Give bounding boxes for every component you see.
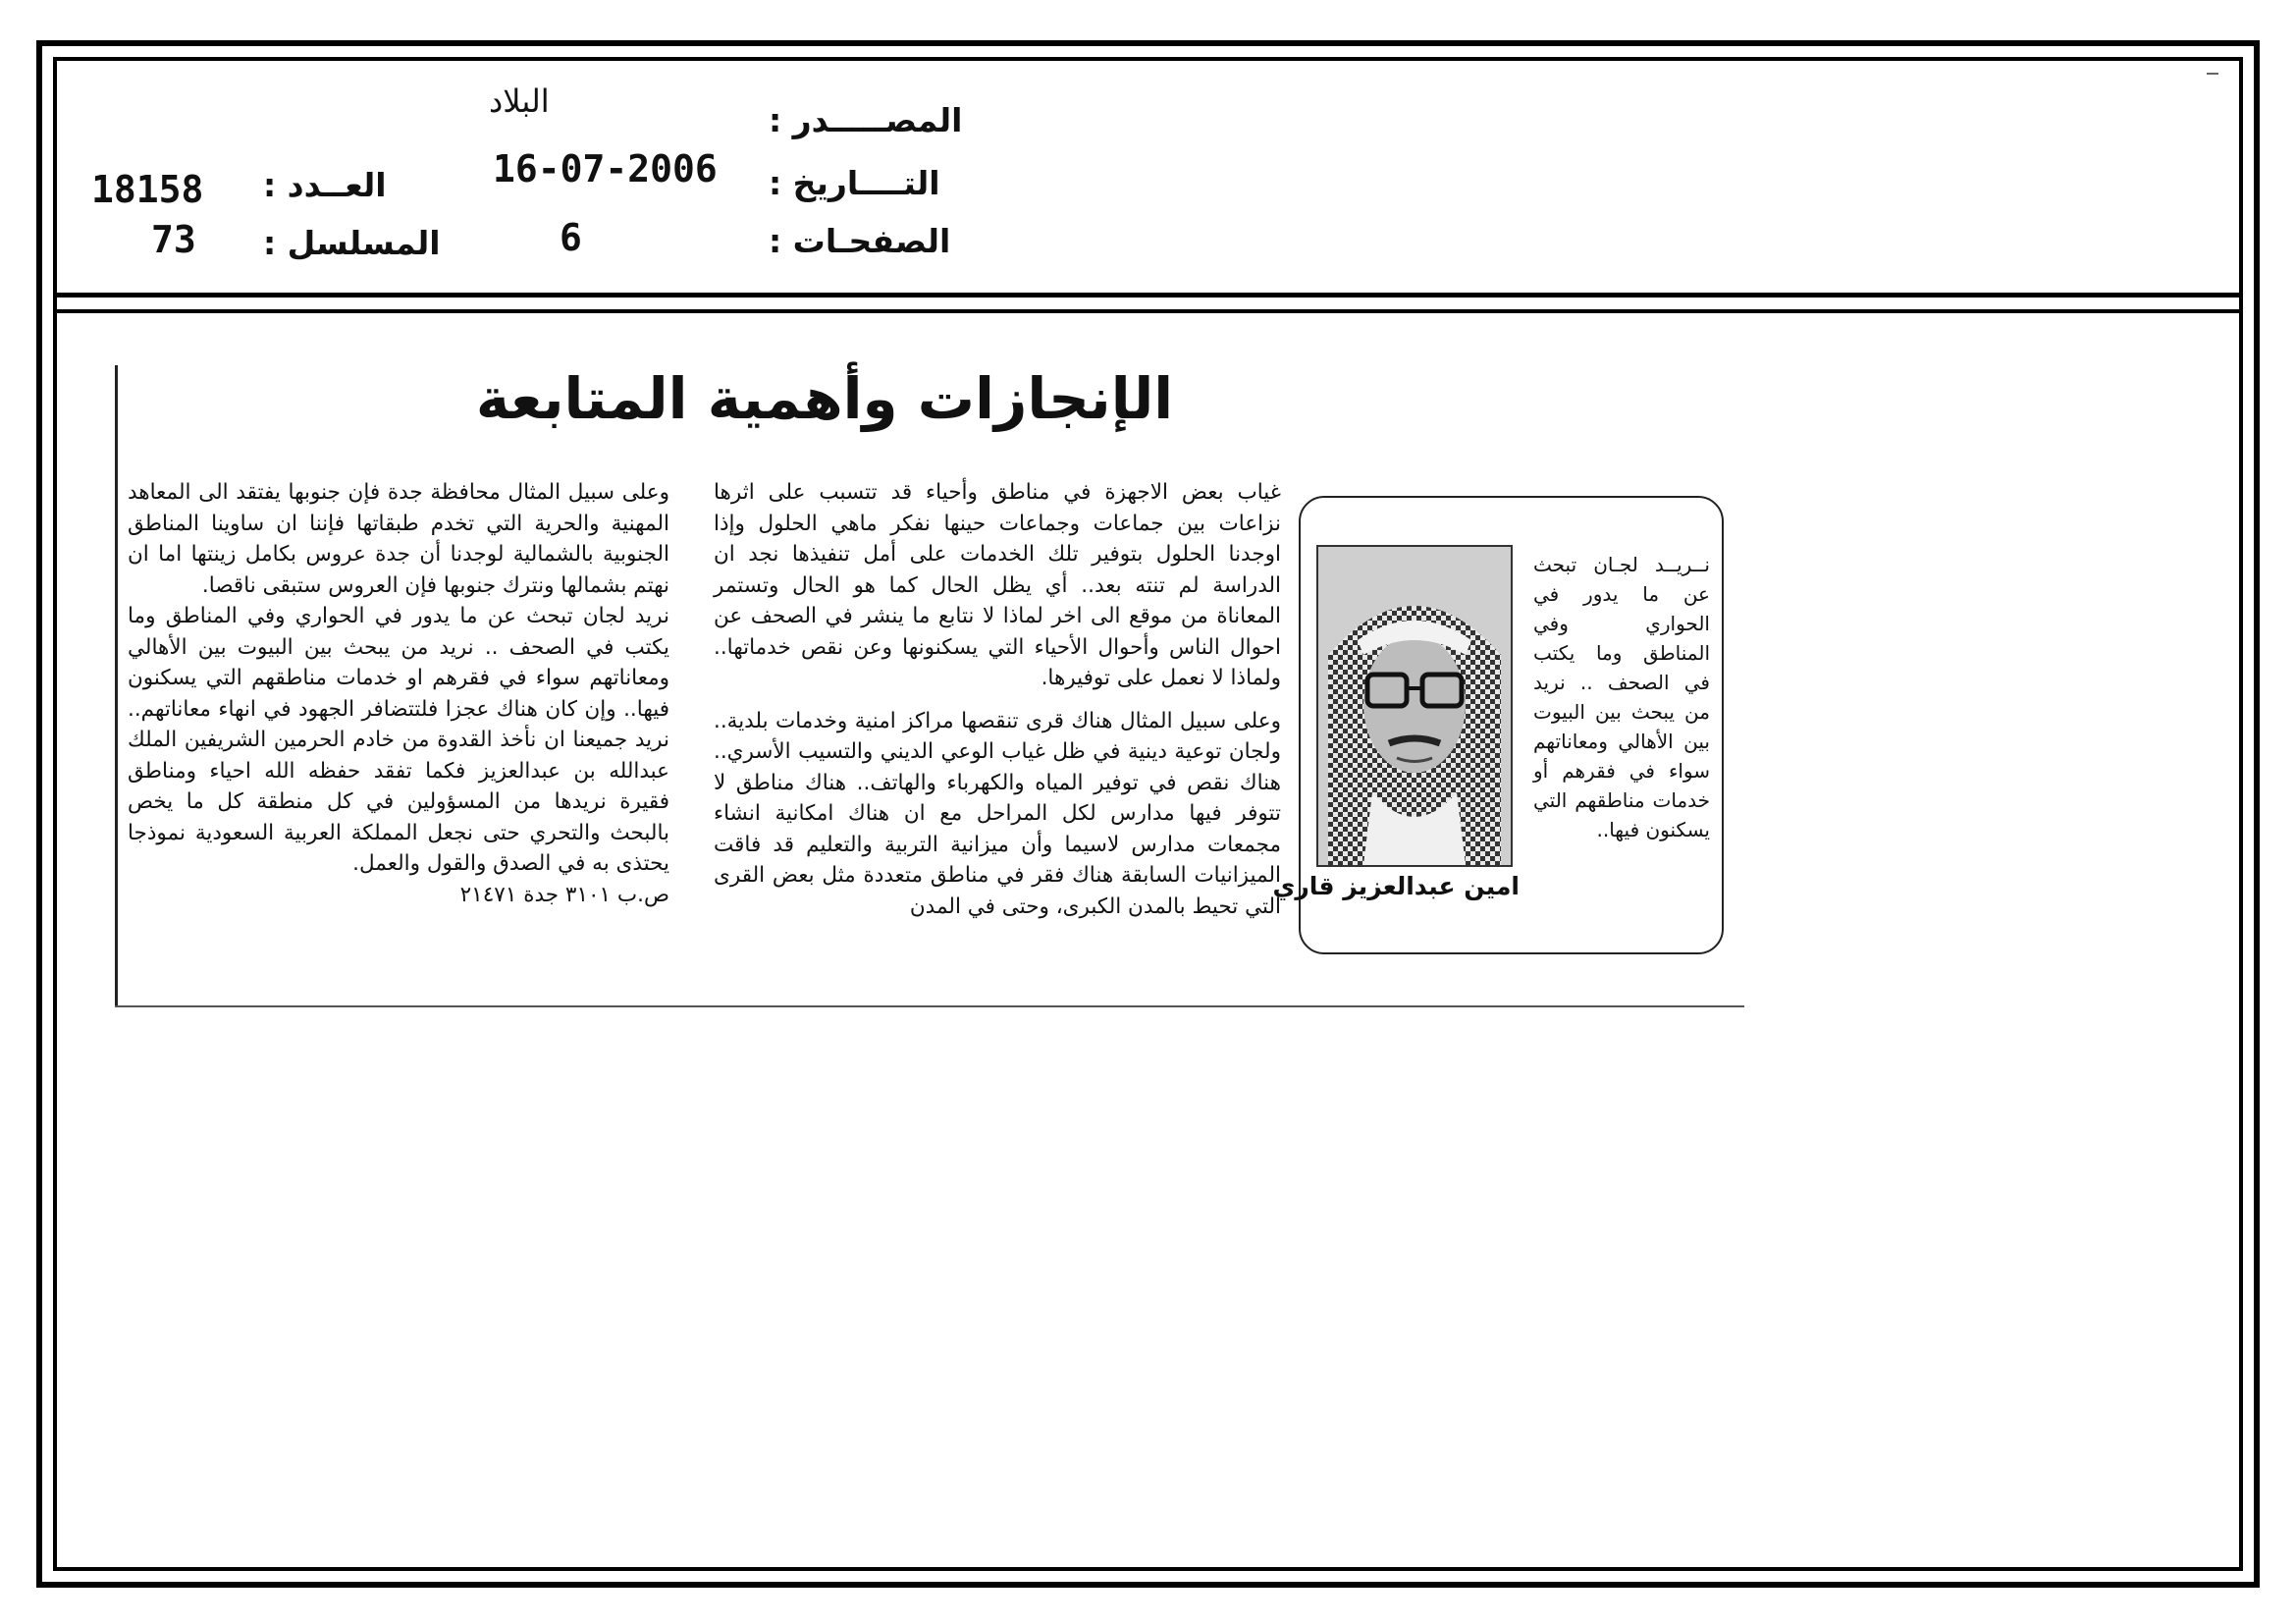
header-divider-secondary [53,309,2243,313]
middle-column [714,477,1281,922]
portrait-illustration [1318,547,1511,865]
serial-value: 73 [151,218,196,261]
pages-value: 6 [560,216,582,259]
po-box: ص.ب ٣١٠١ جدة ٢١٤٧١ [459,882,669,907]
source-label: المصـــــدر : [769,101,963,139]
pages-label: الصفحـات : [769,222,951,260]
article-bottom-rule [115,1005,1744,1007]
date-label: التــــاريخ : [769,164,940,202]
paragraph: وعلى سبيل المثال هناك قرى تنقصها مراكز امنية وخدمات بلدية.. ولجان توعية دينية في ظل غياب الوعي الديني والتسيب الأسري.. هناك نقص في توفير المياه والكهرباء والهاتف.. هناك مناطق لا تتوفر فيها مدارس لكل المراحل مع ان هناك امكانية انشاء مجمعات مدارس لاسيما وأن ميزانية التربية والتعليم قد فاقت الميزانيات السابقة هناك فقر في مناطق متعددة مثل بعض القرى التي تحيط بالمدن الكبرى، وحتى في المدن [714,708,1281,919]
paragraph: غياب بعض الاجهزة في مناطق وأحياء قد تتسبب على اثرها نزاعات بين جماعات وجماعات حينها نفكر ماهي الحلول وإذا اوجدنا الحلول بتوفير تلك الخدمات على أمل تنفيذها نجد ان الدراسة لم تنته بعد.. أي يظل الحال كما هو الحال وتستمر المعاناة من موقع الى اخر لماذا لا نتابع ما ينشر في الصحف عن احوال الناس وأحوال الأحياء التي يسكنونها وعن نقص خدماتها.. ولماذا لا نعمل على توفيرها. [714,480,1281,690]
pull-quote-text: نــريــد لجـان تبحث عن ما يدور في الحواري وفي المناطق وما يكتب في الصحف .. نريد من يبحث بين البيوت بين الأهالي ومعاناتهم سواء في فقرهم أو خدمات مناطقهم التي يسكنون فيها.. [1533,553,1710,841]
serial-label: المسلسل : [263,224,441,262]
corner-mark [2207,73,2218,75]
article-headline: الإنجازات وأهمية المتابعة [475,365,1174,432]
date-value: 16-07-2006 [493,147,718,190]
article-left-rule [115,365,118,1007]
left-column [128,477,669,910]
issue-value: 18158 [91,168,204,211]
source-value: البلاد [489,82,550,120]
header-divider [53,293,2243,298]
issue-label: العــدد : [263,166,387,204]
author-name: امين عبدالعزيز قاري [1272,872,1520,900]
author-photo [1316,545,1513,867]
paragraph: نريد لجان تبحث عن ما يدور في الحواري وفي المناطق وما يكتب في الصحف .. نريد من يبحث بين البيوت بين الأهالي ومعاناتهم سواء في فقرهم او خدمات مناطقهم التي يسكنون فيها.. وإن كان هناك عجزا فلتتضافر الجهود في انهاء معاناتهم.. نريد جميعنا ان نأخذ القدوة من خادم الحرمين الشريفين الملك عبدالله بن عبدالعزيز فكما تفقد حفظه الله احياء ومناطق فقيرة نريدها من المسؤولين في كل منطقة كل ما يخص بالبحث والتحري حتى نجعل المملكة العربية السعودية نموذجا يحتذى به في الصدق والقول والعمل. [128,604,669,876]
paragraph: وعلى سبيل المثال محافظة جدة فإن جنوبها يفتقد الى المعاهد المهنية والحرية التي تخدم طبقاتها فإننا ان ساوينا المناطق الجنوبية بالشمالية لوجدنا أن جدة عروس بكامل زينتها اما ان نهتم بشمالها ونترك جنوبها فإن العروس ستبقى ناقصا. [128,480,669,598]
pull-quote [1533,550,1710,844]
